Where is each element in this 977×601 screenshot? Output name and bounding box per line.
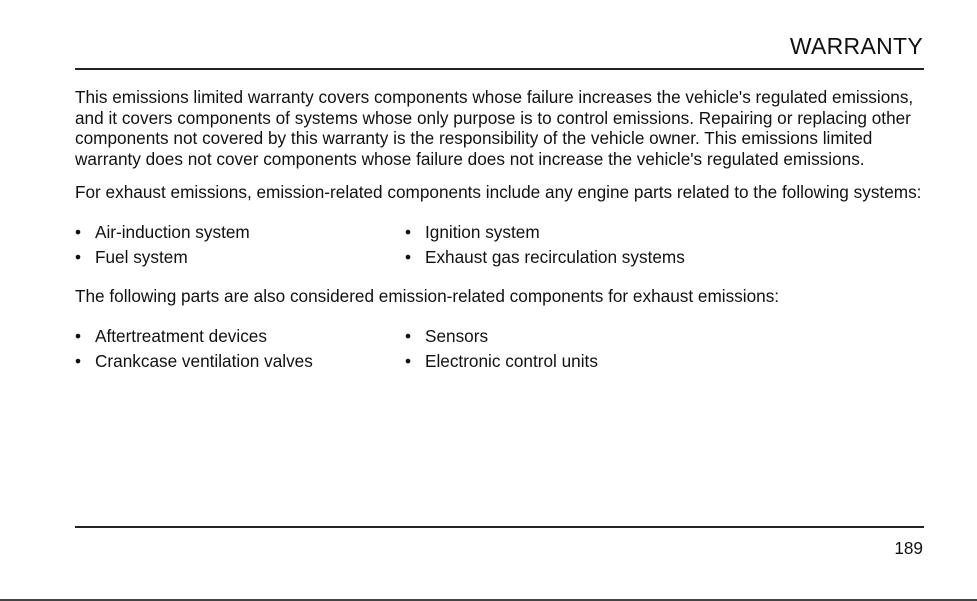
paragraph-exhaust-systems-intro: For exhaust emissions, emission-related components include any engine parts related to the following systems: (75, 182, 922, 203)
header-divider (75, 68, 924, 70)
list-item: • Sensors (405, 326, 925, 347)
parts-bullet-list (75, 326, 925, 372)
page-number: 189 (894, 538, 923, 558)
list-item: • Crankcase ventilation valves (75, 351, 405, 372)
systems-bullet-list (75, 222, 925, 268)
footer-divider (75, 526, 924, 528)
paragraph-warranty-coverage: This emissions limited warranty covers components whose failure increases the vehicle's regulated emissions, and it covers components of systems whose only purpose is to control emissions. Repairing or replacing other components not covered by this warranty is the responsibility of the vehicle owner. This emissions limited warranty does not cover components whose failure does not increase the vehicle's regulated emissions. (75, 87, 914, 169)
list-item: • Fuel system (75, 247, 405, 268)
list-item: • Electronic control units (405, 351, 925, 372)
paragraph-parts-intro: The following parts are also considered emission-related components for exhaust emissions: (75, 285, 780, 306)
list-item: • Exhaust gas recirculation systems (405, 247, 925, 268)
page-header-title: WARRANTY (789, 33, 923, 59)
list-item: • Ignition system (405, 222, 925, 243)
list-item: • Aftertreatment devices (75, 326, 405, 347)
list-item: • Air-induction system (75, 222, 405, 243)
page-content (75, 87, 925, 372)
